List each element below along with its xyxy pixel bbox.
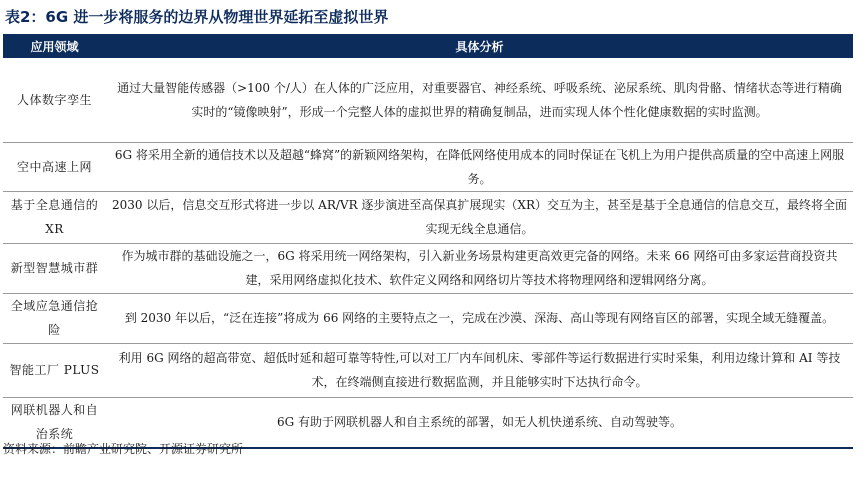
- table-row: [3, 343, 853, 397]
- applications-table: [3, 34, 853, 449]
- table-row: [3, 293, 853, 343]
- table-header-row: [3, 34, 853, 58]
- source-note: 资料来源：前瞻产业研究院、开源证券研究所: [3, 442, 244, 456]
- row-analysis: 6G 有助于网联机器人和自主系统的部署，如无人机快递系统、自动驾驶等。: [106, 397, 853, 448]
- row-domain: 空中高速上网: [3, 142, 106, 191]
- row-domain: 基于全息通信的 XR: [3, 191, 106, 243]
- table-row: [3, 191, 853, 243]
- row-analysis: 通过大量智能传感器（>100 个/人）在人体的广泛应用，对重要器官、神经系统、呼吸系统、泌尿系统、肌肉骨骼、情绪状态等进行精确实时的“镜像映射”，形成一个完整人体的虚拟世界的精确复制品，进而实现人体个性化健康数据的实时监测。: [106, 58, 853, 142]
- row-domain: 新型智慧城市群: [3, 243, 106, 293]
- row-analysis: 6G 将采用全新的通信技术以及超越“蜂窝”的新颖网络架构，在降低网络使用成本的同时保证在飞机上为用户提供高质量的空中高速上网服务。: [106, 142, 853, 191]
- table-row: [3, 142, 853, 191]
- header-domain: 应用领域: [3, 34, 106, 58]
- header-analysis: 具体分析: [106, 34, 853, 58]
- row-analysis: 到 2030 年以后，“泛在连接”将成为 66 网络的主要特点之一，完成在沙漠、深海、高山等现有网络盲区的部署，实现全域无缝覆盖。: [106, 293, 853, 343]
- row-domain: 人体数字孪生: [3, 58, 106, 142]
- table-row: [3, 58, 853, 142]
- row-analysis: 利用 6G 网络的超高带宽、超低时延和超可靠等特性,可以对工厂内车间机床、零部件等运行数据进行实时采集，利用边缘计算和 AI 等技术，在终端侧直接进行数据监测，并且能够实时下达执行命令。: [106, 343, 853, 397]
- row-domain: 网联机器人和自治系统: [3, 397, 106, 448]
- row-analysis: 2030 以后，信息交互形式将进一步以 AR/VR 逐步演进至高保真扩展现实（XR）交互为主，甚至是基于全息通信的信息交互，最终将全面实现无线全息通信。: [106, 191, 853, 243]
- row-domain: 全域应急通信抢险: [3, 293, 106, 343]
- row-domain: 智能工厂 PLUS: [3, 343, 106, 397]
- table-row: [3, 243, 853, 293]
- table-title: 表2：6G 进一步将服务的边界从物理世界延拓至虚拟世界: [5, 8, 389, 26]
- row-analysis: 作为城市群的基础设施之一，6G 将采用统一网络架构，引入新业务场景构建更高效更完备的网络。未来 66 网络可由多家运营商投资共建，采用网络虚拟化技术、软件定义网络和网络切片等技术将物理网络和逻辑网络分离。: [106, 243, 853, 293]
